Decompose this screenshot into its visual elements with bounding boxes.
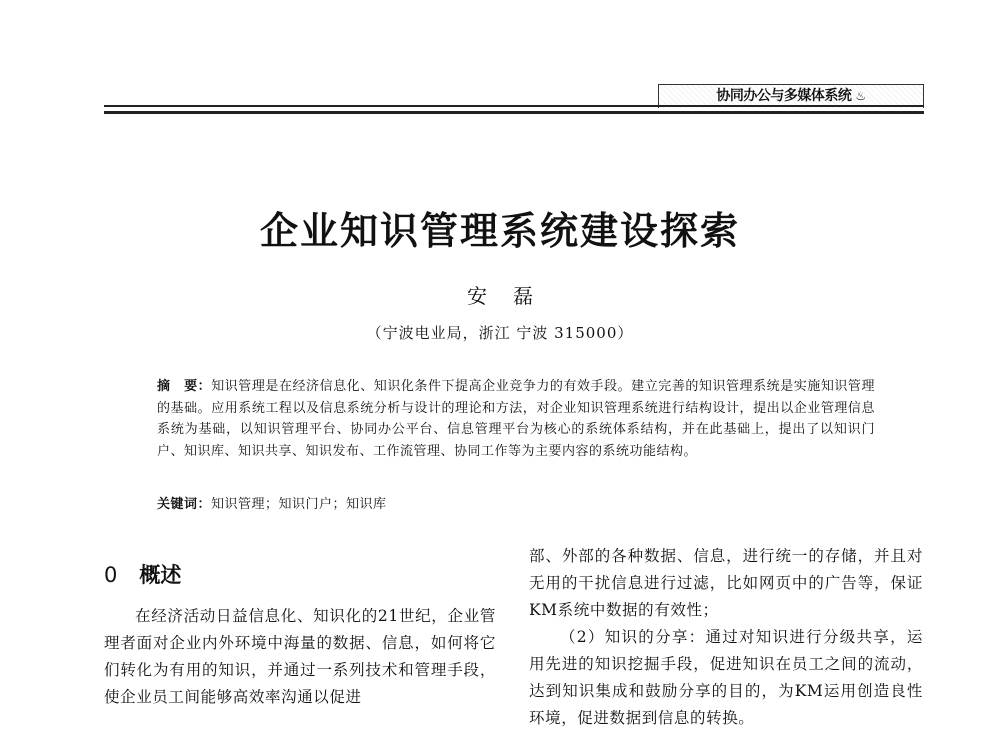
right-paragraph-2: （2）知识的分享：通过对知识进行分级共享，运用先进的知识挖掘手段，促进知识在员工之间的流动，达到知识集成和鼓励分享的目的，为KM运用创造良性环境，促进数据到信息的转换。 — [529, 628, 923, 727]
author-affiliation: （宁波电业局，浙江 宁波 315000） — [366, 324, 634, 342]
section-title: 概述 — [139, 563, 182, 587]
keywords-text: 知识管理；知识门户；知识库 — [211, 497, 387, 512]
abstract-label: 摘 要： — [157, 379, 212, 394]
left-paragraph: 在经济活动日益信息化、知识化的21世纪，企业管理者面对企业内外环境中海量的数据、信息，如何将它们转化为有用的知识，并通过一系列技术和管理手段，使企业员工间能够高效率沟通以促进 — [104, 607, 496, 706]
section-heading — [104, 559, 181, 589]
header-rule-thick — [104, 111, 924, 114]
header-rule-thin — [104, 105, 924, 107]
abstract-text: 知识管理是在经济信息化、知识化条件下提高企业竞争力的有效手段。建立完善的知识管理系统是实施知识管理的基础。应用系统工程以及信息系统分析与设计的理论和方法，对企业知识管理系统进行结构设计，提出以企业管理信息系统为基础，以知识管理平台、协同办公平台、信息管理平台为核心的系统体系结构，并在此基础上，提出了以知识门户、知识库、知识共享、知识发布、工作流管理、协同工作等为主要内容的系统功能结构。 — [157, 379, 875, 459]
body-left-column — [104, 603, 496, 711]
keywords — [157, 494, 875, 516]
section-label-text: 协同办公与多媒体系统 — [716, 88, 852, 104]
body-right-column — [529, 543, 923, 727]
paper-title: 企业知识管理系统建设探索 — [259, 208, 740, 253]
section-number: 0 — [104, 563, 118, 587]
right-paragraph-1: 部、外部的各种数据、信息，进行统一的存储，并且对无用的干扰信息进行过滤，比如网页中的广告等，保证KM系统中数据的有效性； — [529, 547, 923, 619]
abstract — [157, 376, 875, 462]
keywords-label: 关键词： — [157, 497, 212, 512]
author-name: 安磊 — [467, 284, 559, 308]
steam-icon: ♨ — [855, 89, 866, 103]
